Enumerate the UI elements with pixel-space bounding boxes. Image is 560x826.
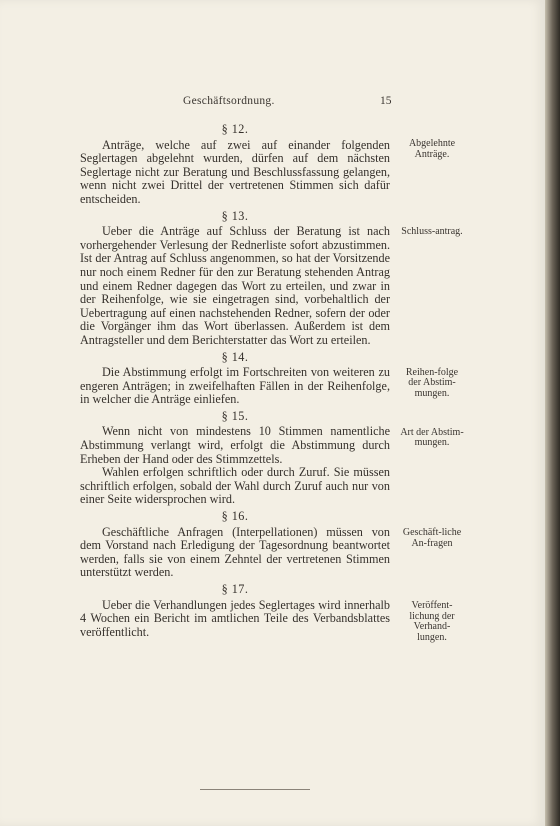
margin-note: Geschäft-liche An-fragen <box>402 527 462 549</box>
body-text <box>80 120 464 643</box>
section-17 <box>80 582 455 643</box>
section-13 <box>80 208 463 348</box>
paragraph: Wenn nicht von mindestens 10 Stimmen namentliche Abstimmung verlangt wird, erfolgt die Abstimmung durch Erheben der Hand oder des Stimmzettels. <box>80 424 390 466</box>
running-head: Geschäftsordnung. <box>183 95 275 107</box>
book-spine <box>545 0 560 826</box>
section-16 <box>80 509 462 580</box>
paragraph: Die Abstimmung erfolgt im Fortschreiten von weiteren zu engeren Anträgen; in zweifelhaften Fällen in der Reihenfolge, in welcher die Anträge einliefen. <box>80 365 390 407</box>
page-header <box>0 95 545 109</box>
section-title: § 16. <box>221 509 249 524</box>
paragraph: Anträge, welche auf zwei auf einander folgenden Seglertagen abgelehnt wurden, dürfen auf dem nächsten Seglertage nicht zur Beratung und Beschlussfassung gelangen, wenn nicht zwei Drittel der vertretenen Stimmen sich dafür entscheiden. <box>80 137 390 206</box>
margin-note: Art der Abstim-mungen. <box>400 426 464 449</box>
section-title: § 12. <box>221 122 249 136</box>
section-title: § 13. <box>221 208 249 223</box>
section-title: § 15. <box>221 408 249 423</box>
paragraph: Ueber die Verhandlungen jedes Seglertages wird innerhalb 4 Wochen ein Bericht im amtlichen Teile des Verbandsblattes veröffentlicht. <box>80 597 390 639</box>
margin-note: Reihen-folge der Abstim-mungen. <box>405 366 459 399</box>
section-title: § 14. <box>221 349 249 364</box>
paragraph: Geschäftliche Anfragen (Interpellationen) müssen von dem Vorstand nach Erledigung der Tagesordnung beantwortet werden, falls sie von einem Zehntel der vertretenen Stimmen unterstützt werden. <box>80 524 390 580</box>
section-12 <box>80 122 456 207</box>
margin-note: Schluss-antrag. <box>401 225 463 237</box>
margin-note: Veröffent-lichung der Verhand-lungen. <box>409 600 455 643</box>
paragraph: Wahlen erfolgen schriftlich oder durch Zuruf. Sie müssen schriftlich erfolgen, sobald der Wahl durch Zuruf auch nur von einer Seite widersprochen wird. <box>80 465 390 507</box>
section-title: § 17. <box>221 582 249 596</box>
section-15 <box>80 408 464 507</box>
margin-note: Abgelehnte Anträge. <box>408 138 456 160</box>
section-14 <box>80 349 459 407</box>
page-number: 15 <box>380 95 392 107</box>
footer-rule <box>200 789 310 790</box>
paragraph: Ueber die Anträge auf Schluss der Beratung ist nach vorhergehender Verlesung der Rednerliste sofort abzustimmen. Ist der Antrag auf Schluss angenommen, so hat der Vorsitzende nur noch einem Redner für den zur Beratung stehenden Antrag und einem Redner dagegen das Wort zu erteilen, und zwar in der Reihenfolge, wie sie eingetragen sind, vorbehaltlich der Uebertragung auf einen nachstehenden Redner, sofern der oder die Vorgänger ihm das Wort überlassen. Außerdem ist dem Antragsteller und dem Berichterstatter das Wort zu erteilen. <box>80 224 390 347</box>
